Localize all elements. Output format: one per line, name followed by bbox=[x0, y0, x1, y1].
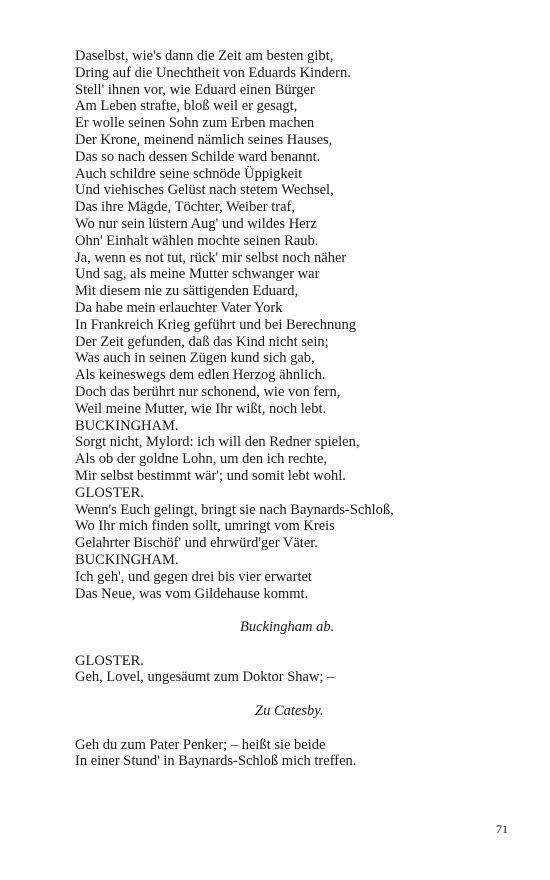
verse-line: Gelahrter Bischöf' und ehrwürd'ger Väter. bbox=[75, 535, 318, 552]
speaker-name: BUCKINGHAM. bbox=[75, 551, 179, 568]
speaker-name: GLOSTER. bbox=[75, 652, 144, 669]
verse-line: Das so nach dessen Schilde ward benannt. bbox=[75, 148, 321, 165]
verse-line: Am Leben strafte, bloß weil er gesagt, bbox=[75, 98, 298, 115]
verse-line: Da habe mein erlauchter Vater York bbox=[75, 299, 283, 316]
verse-line: Wo nur sein lüstern Aug' und wildes Herz bbox=[75, 215, 317, 232]
spacer bbox=[75, 636, 495, 653]
verse-line: Stell' ihnen vor, wie Eduard einen Bürger bbox=[75, 81, 315, 98]
verse-block-2 bbox=[75, 653, 495, 687]
verse-line: Ohn' Einhalt wählen mochte seinen Raub. bbox=[75, 232, 319, 249]
verse-line: Und sag, als meine Mutter schwanger war bbox=[75, 266, 320, 283]
verse-line: Wenn's Euch gelingt, bringt sie nach Baynards-Schloß, bbox=[75, 501, 394, 518]
verse-line: Der Zeit gefunden, daß das Kind nicht sein; bbox=[75, 333, 329, 350]
verse-line: Was auch in seinen Zügen kund sich gab, bbox=[75, 350, 315, 367]
verse-line: Er wolle seinen Sohn zum Erben machen bbox=[75, 115, 315, 132]
spacer bbox=[75, 602, 495, 619]
verse-line: Wo Ihr mich finden sollt, umringt vom Kreis bbox=[75, 518, 335, 535]
verse-line: Das ihre Mägde, Töchter, Weiber traf, bbox=[75, 199, 295, 216]
verse-line: Auch schildre seine schnöde Üppigkeit bbox=[75, 165, 303, 182]
stage-direction-to-catesby: Zu Catesby. bbox=[255, 703, 324, 720]
speaker-name: BUCKINGHAM. bbox=[75, 417, 179, 434]
verse-line: Weil meine Mutter, wie Ihr wißt, noch lebt. bbox=[75, 400, 327, 417]
verse-line: Mir selbst bestimmt wär'; und somit lebt wohl. bbox=[75, 467, 346, 484]
spacer bbox=[75, 720, 495, 737]
verse-line: Geh du zum Pater Penker; – heißt sie beide bbox=[75, 736, 326, 753]
verse-line: Als ob der goldne Lohn, um den ich rechte, bbox=[75, 451, 328, 468]
verse-line: Doch das berührt nur schonend, wie von fern, bbox=[75, 383, 341, 400]
verse-line: Mit diesem nie zu sättigenden Eduard, bbox=[75, 283, 299, 300]
verse-line: Und viehisches Gelüst nach stetem Wechsel, bbox=[75, 182, 334, 199]
verse-line: Dring auf die Unechtheit von Eduards Kindern. bbox=[75, 64, 351, 81]
verse-line: Der Krone, meinend nämlich seines Hauses, bbox=[75, 131, 333, 148]
spacer bbox=[75, 686, 495, 703]
verse-line: In Frankreich Krieg geführt und bei Berechnung bbox=[75, 316, 357, 333]
page-number: 71 bbox=[496, 822, 508, 836]
verse-line: Das Neue, was vom Gildehause kommt. bbox=[75, 585, 309, 602]
verse-line: Als keineswegs dem edlen Herzog ähnlich. bbox=[75, 367, 326, 384]
text-page bbox=[75, 48, 495, 770]
verse-line: In einer Stund' in Baynards-Schloß mich treffen. bbox=[75, 753, 357, 770]
verse-line: Ich geh', und gegen drei bis vier erwartet bbox=[75, 568, 312, 585]
verse-block-3 bbox=[75, 737, 495, 771]
verse-line: Daselbst, wie's dann die Zeit am besten gibt, bbox=[75, 48, 334, 64]
verse-line: Geh, Lovel, ungesäumt zum Doktor Shaw; – bbox=[75, 669, 335, 686]
verse-line: Ja, wenn es not tut, rück' mir selbst noch näher bbox=[75, 249, 347, 266]
verse-block-1 bbox=[75, 48, 495, 602]
stage-direction-buckingham-exit: Buckingham ab. bbox=[240, 619, 335, 636]
speaker-name: GLOSTER. bbox=[75, 484, 144, 501]
verse-line: Sorgt nicht, Mylord: ich will den Redner spielen, bbox=[75, 434, 360, 451]
